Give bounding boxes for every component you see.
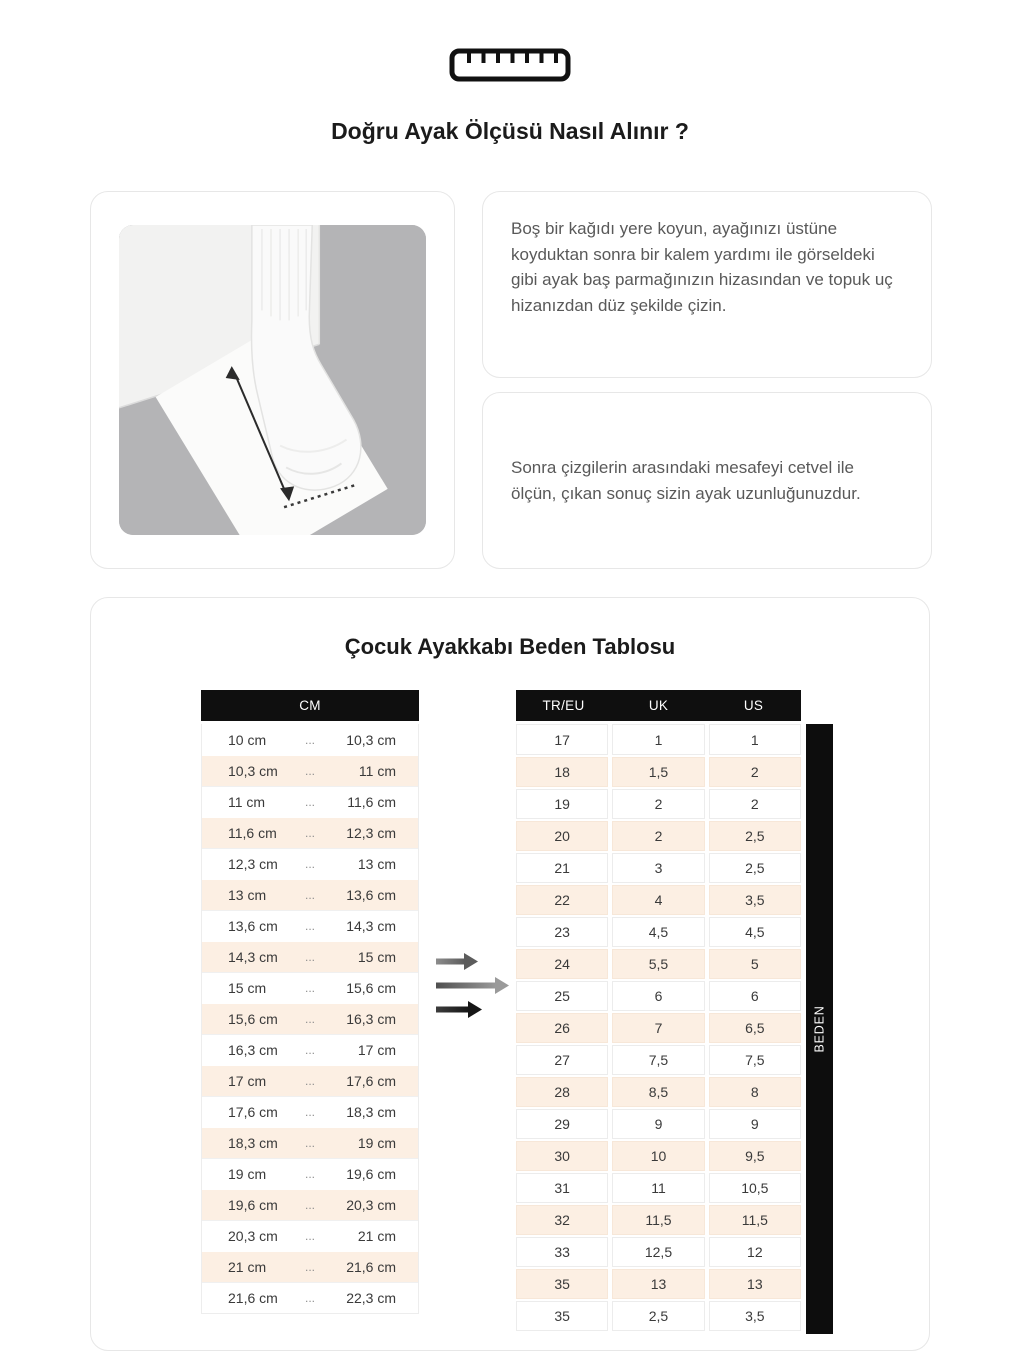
uk-value: 3 (612, 853, 704, 883)
ruler-icon (449, 48, 571, 82)
uk-value: 2 (612, 789, 704, 819)
uk-value: 4,5 (612, 917, 704, 947)
cm-table-row (202, 1065, 418, 1096)
range-separator: ... (304, 1043, 315, 1057)
cm-to-value: 14,3 cm (346, 918, 396, 934)
uk-value: 1,5 (612, 757, 704, 787)
cm-table (201, 690, 419, 1314)
size-table-row (516, 821, 801, 851)
instruction-step-2: Sonra çizgilerin arasındaki mesafeyi cetvel ile ölçün, çıkan sonuç sizin ayak uzunluğunuzdur. (511, 458, 861, 503)
uk-value: 2 (612, 821, 704, 851)
size-table-row (516, 1045, 801, 1075)
arrow-right-icon (436, 953, 478, 970)
range-separator: ... (304, 1074, 315, 1088)
cm-to-value: 18,3 cm (346, 1104, 396, 1120)
transfer-arrows-icon (419, 690, 516, 1018)
cm-to-value: 20,3 cm (346, 1197, 396, 1213)
range-separator: ... (304, 795, 315, 809)
size-table-row (516, 981, 801, 1011)
uk-value: 2,5 (612, 1301, 704, 1331)
tr-eu-value: 33 (516, 1237, 608, 1267)
cm-from-value: 17 cm (228, 1073, 267, 1089)
tr-eu-value: 21 (516, 853, 608, 883)
size-table-title: Çocuk Ayakkabı Beden Tablosu (344, 634, 676, 659)
instructions-section (90, 191, 932, 569)
cm-table-row (202, 1220, 418, 1251)
uk-value: 6 (612, 981, 704, 1011)
instruction-cards (482, 191, 932, 569)
range-separator: ... (304, 1136, 315, 1150)
size-table-row (516, 853, 801, 883)
us-value: 6,5 (709, 1013, 801, 1043)
us-value: 2 (709, 789, 801, 819)
cm-table-row (202, 910, 418, 941)
size-table-row (516, 949, 801, 979)
range-separator: ... (304, 732, 315, 747)
tr-eu-value: 28 (516, 1077, 608, 1107)
tr-eu-value: 22 (516, 885, 608, 915)
tr-eu-value: 32 (516, 1205, 608, 1235)
cm-table-row (202, 724, 418, 755)
cm-table-row (202, 1251, 418, 1282)
cm-from-value: 12,3 cm (228, 856, 278, 872)
size-table-card (90, 597, 930, 1351)
range-separator: ... (304, 919, 315, 933)
cm-to-value: 19,6 cm (346, 1166, 396, 1182)
size-table-row (516, 724, 801, 755)
cm-to-value: 11,6 cm (347, 794, 396, 810)
tr-eu-value: 26 (516, 1013, 608, 1043)
cm-to-value: 17,6 cm (346, 1073, 396, 1089)
range-separator: ... (304, 1012, 315, 1026)
ruler-icon-wrap (0, 0, 1020, 82)
size-table-body (516, 724, 801, 1331)
cm-to-value: 17 cm (357, 1042, 396, 1058)
range-separator: ... (304, 764, 315, 778)
cm-to-value: 15,6 cm (346, 980, 396, 996)
tr-eu-value: 27 (516, 1045, 608, 1075)
cm-table-row (202, 1189, 418, 1220)
size-table-row (516, 917, 801, 947)
instruction-card-1 (482, 191, 932, 378)
range-separator: ... (304, 1229, 315, 1243)
cm-table-header: CM (201, 690, 419, 721)
cm-from-value: 10,3 cm (228, 763, 278, 779)
tr-eu-value: 18 (516, 757, 608, 787)
us-value: 8 (709, 1077, 801, 1107)
us-value: 12 (709, 1237, 801, 1267)
cm-table-row (202, 848, 418, 879)
cm-from-value: 18,3 cm (228, 1135, 278, 1151)
page-title: Doğru Ayak Ölçüsü Nasıl Alınır ? (331, 118, 689, 144)
uk-value: 11,5 (612, 1205, 704, 1235)
cm-from-value: 19 cm (228, 1166, 267, 1182)
uk-value: 10 (612, 1141, 704, 1171)
col-header-tr-eu: TR/EU (542, 698, 585, 713)
cm-from-value: 10 cm (228, 731, 267, 748)
tr-eu-value: 31 (516, 1173, 608, 1203)
cm-to-value: 21 cm (357, 1228, 396, 1244)
tr-eu-value: 35 (516, 1301, 608, 1331)
cm-to-value: 15 cm (357, 949, 396, 965)
us-value: 13 (709, 1269, 801, 1299)
size-table-row (516, 1141, 801, 1171)
cm-to-value: 10,3 cm (346, 731, 396, 748)
size-table-row (516, 1237, 801, 1267)
cm-from-value: 13 cm (228, 887, 267, 903)
cm-table-row (202, 1096, 418, 1127)
instruction-step-1: Boş bir kağıdı yere koyun, ayağınızı üstüne koyduktan sonra bir kalem yardımı ile görseldeki gibi ayak baş parmağınızın hizasından ve topuk uç hizanızdan düz şekilde çizin. (511, 219, 893, 315)
uk-value: 8,5 (612, 1077, 704, 1107)
size-table-row (516, 885, 801, 915)
instruction-card-2 (482, 392, 932, 569)
cm-table-row (202, 786, 418, 817)
size-table-row (516, 757, 801, 787)
us-value: 6 (709, 981, 801, 1011)
cm-to-value: 12,3 cm (346, 825, 396, 841)
cm-from-value: 13,6 cm (228, 918, 278, 934)
size-table-row (516, 1077, 801, 1107)
foot-on-paper-photo (119, 225, 426, 535)
cm-from-value: 17,6 cm (228, 1104, 278, 1120)
tr-eu-value: 20 (516, 821, 608, 851)
tr-eu-value: 24 (516, 949, 608, 979)
uk-value: 9 (612, 1109, 704, 1139)
range-separator: ... (304, 1167, 315, 1181)
col-header-uk: UK (648, 698, 669, 713)
tr-eu-value: 17 (516, 724, 608, 755)
us-value: 3,5 (709, 1301, 801, 1331)
range-separator: ... (304, 1198, 315, 1212)
us-value: 3,5 (709, 885, 801, 915)
cm-to-value: 22,3 cm (346, 1290, 396, 1306)
cm-to-value: 13,6 cm (346, 887, 396, 903)
cm-to-value: 11 cm (358, 763, 396, 779)
cm-from-value: 15 cm (228, 980, 267, 996)
cm-from-value: 16,3 cm (228, 1042, 278, 1058)
range-separator: ... (304, 1291, 315, 1305)
beden-label: BEDEN (812, 1005, 827, 1053)
size-table-header (516, 690, 801, 721)
range-separator: ... (304, 888, 315, 902)
tr-eu-value: 19 (516, 789, 608, 819)
us-value: 7,5 (709, 1045, 801, 1075)
col-header-us: US (743, 698, 764, 713)
uk-value: 1 (612, 724, 704, 755)
cm-table-body (201, 724, 419, 1314)
range-separator: ... (304, 950, 315, 964)
range-separator: ... (304, 857, 315, 871)
cm-table-row (202, 817, 418, 848)
size-table-row (516, 1269, 801, 1299)
cm-table-row (202, 879, 418, 910)
cm-from-value: 20,3 cm (228, 1228, 278, 1244)
uk-value: 12,5 (612, 1237, 704, 1267)
us-value: 10,5 (709, 1173, 801, 1203)
cm-table-row (202, 1127, 418, 1158)
size-table-row (516, 1173, 801, 1203)
range-separator: ... (304, 1260, 315, 1274)
arrow-right-icon (436, 977, 509, 994)
cm-from-value: 15,6 cm (228, 1011, 278, 1027)
us-value: 2,5 (709, 853, 801, 883)
range-separator: ... (304, 981, 315, 995)
uk-value: 5,5 (612, 949, 704, 979)
cm-table-row (202, 941, 418, 972)
size-conversion-table (516, 690, 801, 1331)
cm-table-row (202, 1034, 418, 1065)
tr-eu-value: 35 (516, 1269, 608, 1299)
size-table-row (516, 1301, 801, 1331)
us-value: 2 (709, 757, 801, 787)
cm-table-row (202, 1003, 418, 1034)
cm-from-value: 14,3 cm (228, 949, 278, 965)
uk-value: 13 (612, 1269, 704, 1299)
size-table-row (516, 1109, 801, 1139)
us-value: 11,5 (709, 1205, 801, 1235)
range-separator: ... (304, 1105, 315, 1119)
cm-table-row (202, 972, 418, 1003)
size-tables (201, 690, 929, 1334)
cm-from-value: 21 cm (228, 1259, 267, 1275)
size-table-row (516, 1013, 801, 1043)
cm-from-value: 11,6 cm (228, 825, 277, 841)
uk-value: 4 (612, 885, 704, 915)
cm-from-value: 21,6 cm (228, 1290, 278, 1306)
cm-to-value: 16,3 cm (346, 1011, 396, 1027)
us-value: 9 (709, 1109, 801, 1139)
foot-measurement-illustration (119, 225, 426, 535)
uk-value: 11 (612, 1173, 704, 1203)
tr-eu-value: 23 (516, 917, 608, 947)
cm-from-value: 19,6 cm (228, 1197, 278, 1213)
cm-to-value: 13 cm (357, 856, 396, 872)
us-value: 9,5 (709, 1141, 801, 1171)
cm-table-row (202, 1282, 418, 1313)
arrow-right-icon (436, 1001, 482, 1018)
size-table-row (516, 789, 801, 819)
cm-to-value: 21,6 cm (346, 1259, 396, 1275)
measurement-photo-card (90, 191, 455, 569)
tr-eu-value: 30 (516, 1141, 608, 1171)
us-value: 4,5 (709, 917, 801, 947)
us-value: 1 (709, 724, 801, 755)
cm-to-value: 19 cm (357, 1135, 396, 1151)
cm-table-row (202, 755, 418, 786)
uk-value: 7,5 (612, 1045, 704, 1075)
range-separator: ... (304, 826, 315, 840)
tr-eu-value: 25 (516, 981, 608, 1011)
uk-value: 7 (612, 1013, 704, 1043)
tr-eu-value: 29 (516, 1109, 608, 1139)
cm-table-row (202, 1158, 418, 1189)
us-value: 5 (709, 949, 801, 979)
us-value: 2,5 (709, 821, 801, 851)
beden-bar (806, 724, 833, 1334)
size-table-row (516, 1205, 801, 1235)
cm-from-value: 11 cm (228, 794, 266, 810)
